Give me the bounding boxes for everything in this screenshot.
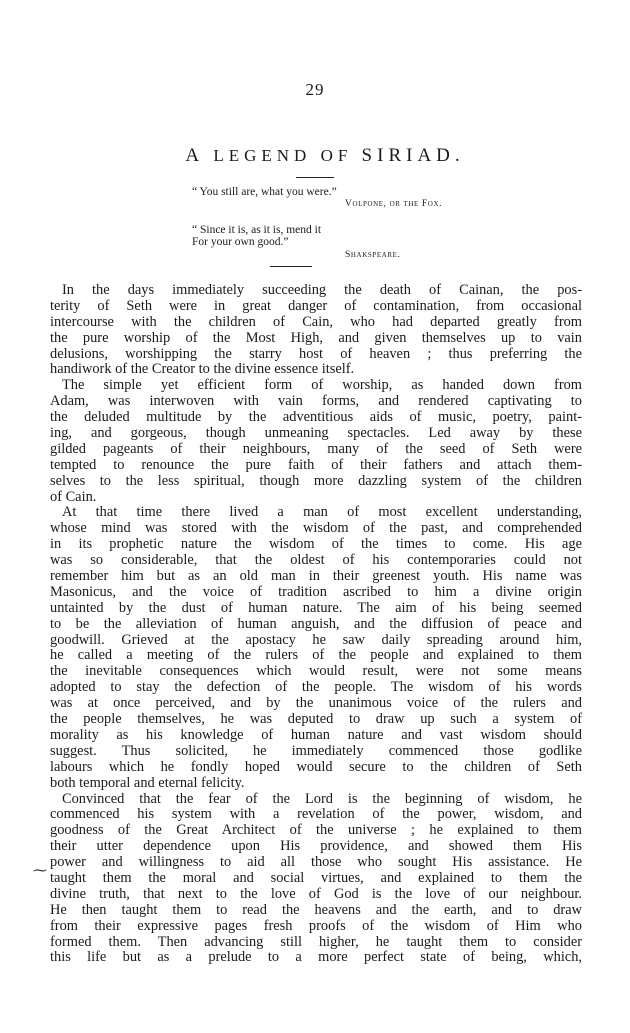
page-number: 29 — [305, 80, 325, 99]
epigraph-attribution: Shakspeare. — [345, 250, 401, 260]
title-word-legend: LEGEND — [213, 146, 312, 165]
body-line: delusions, worshipping the starry host of heaven ; thus preferring the — [50, 345, 582, 362]
title-divider — [296, 177, 334, 178]
epigraph-attribution: Volpone, or the Fox. — [345, 199, 443, 209]
title-word-of: OF — [320, 146, 353, 165]
body-line: selves to the less spiritual, though more dazzling system of the children — [50, 472, 582, 489]
title-word-a: A — [185, 145, 205, 166]
body-line: At that time there lived a man of most excellent understanding, — [62, 504, 582, 521]
body-line: labours which he fondly hoped would secure to the children of Seth — [50, 758, 582, 775]
body-line: from their expressive pages fresh proofs of the wisdom of Him who — [50, 917, 582, 934]
body-line: adopted to stay the defection of the people. The wisdom of his words — [50, 679, 582, 696]
body-line: the pure worship of the Most High, and given themselves up to vain — [50, 329, 582, 346]
body-line: was so considerable, that the oldest of his contemporaries could not — [50, 552, 582, 569]
body-line: commenced his system with a revelation of the power, wisdom, and — [50, 806, 582, 823]
body-line: both temporal and eternal felicity. — [50, 774, 245, 791]
body-line: formed them. Then advancing still higher, he taught them to consider — [50, 933, 582, 950]
body-line: whose mind was stored with the wisdom of the past, and comprehended — [50, 520, 582, 537]
epigraph-line: “ Since it is, as it is, mend it — [192, 224, 322, 236]
epigraph-line: For your own good.” — [192, 236, 289, 248]
body-line: He then taught them to read the heavens and the earth, and to draw — [50, 901, 582, 918]
body-line: gilded pageants of their neighbours, many of the seed of Seth were — [50, 440, 582, 457]
body-line: the deluded multitude by the adventitious aids of music, poetry, paint- — [50, 409, 582, 426]
body-line: suggest. Thus solicited, he immediately commenced those godlike — [50, 742, 582, 759]
epigraph-shakspeare — [192, 224, 492, 261]
body-line: intercourse with the children of Cain, who had departed greatly from — [50, 313, 582, 330]
body-text — [50, 283, 582, 966]
margin-pencil-mark: ⁓ — [33, 864, 47, 879]
body-line: tempted to renounce the pure faith of their fathers and attach them- — [50, 456, 582, 473]
body-line: terity of Seth were in great danger of contamination, from occasional — [50, 297, 582, 314]
epigraph-line: “ You still are, what you were.” — [192, 186, 337, 198]
body-line: the people themselves, he was deputed to draw up such a system of — [50, 711, 582, 728]
body-line: divine truth, that next to the love of God is the love of our neighbour. — [50, 885, 582, 902]
body-line: of Cain. — [50, 488, 97, 505]
body-line: in its prophetic nature the wisdom of the times to come. His age — [50, 536, 582, 553]
body-line: goodwill. Grieved at the apostacy he saw daily spreading around him, — [50, 631, 582, 648]
body-line: to be the alleviation of human anguish, and the diffusion of peace and — [50, 615, 582, 632]
title-word-siriad: SIRIAD. — [361, 145, 465, 166]
body-line: Masonicus, and the voice of tradition ascribed to him a divine origin — [50, 583, 582, 600]
body-line: Adam, was interwoven with vain forms, and rendered captivating to — [50, 393, 582, 410]
body-line: In the days immediately succeeding the death of Cainan, the pos- — [62, 282, 582, 298]
body-line: power and willingness to aid all those who sought His assistance. He — [50, 854, 582, 871]
chapter-title — [130, 145, 520, 167]
body-line: was at once perceived, and by the unanimous voice of the rulers and — [50, 695, 582, 712]
body-line: taught them the moral and social virtues, and explained to them the — [50, 869, 582, 886]
body-line: remember him but as an old man in their greenest youth. His name was — [50, 568, 582, 585]
body-line: Convinced that the fear of the Lord is the beginning of wisdom, he — [62, 790, 582, 807]
body-line: untainted by the dust of human nature. The aim of his being seemed — [50, 599, 582, 616]
body-line: he called a meeting of the rulers of the people and explained to them — [50, 647, 582, 664]
epigraph-divider — [270, 266, 312, 267]
epigraph-volpone — [192, 186, 492, 210]
body-line: goodness of the Great Architect of the universe ; he explained to them — [50, 822, 582, 839]
body-line: this life but as a prelude to a more perfect state of being, which, — [50, 949, 582, 966]
body-line: the inevitable consequences which would result, were not some means — [50, 663, 582, 680]
body-line: The simple yet efficient form of worship, as handed down from — [62, 377, 582, 394]
body-line: their utter dependence upon His providence, and showed them His — [50, 838, 582, 855]
body-line: ing, and gorgeous, though unmeaning spectacles. Led away by these — [50, 425, 582, 442]
body-line: handiwork of the Creator to the divine essence itself. — [50, 361, 355, 378]
body-line: morality as his knowledge of human nature and vast wisdom should — [50, 726, 582, 743]
